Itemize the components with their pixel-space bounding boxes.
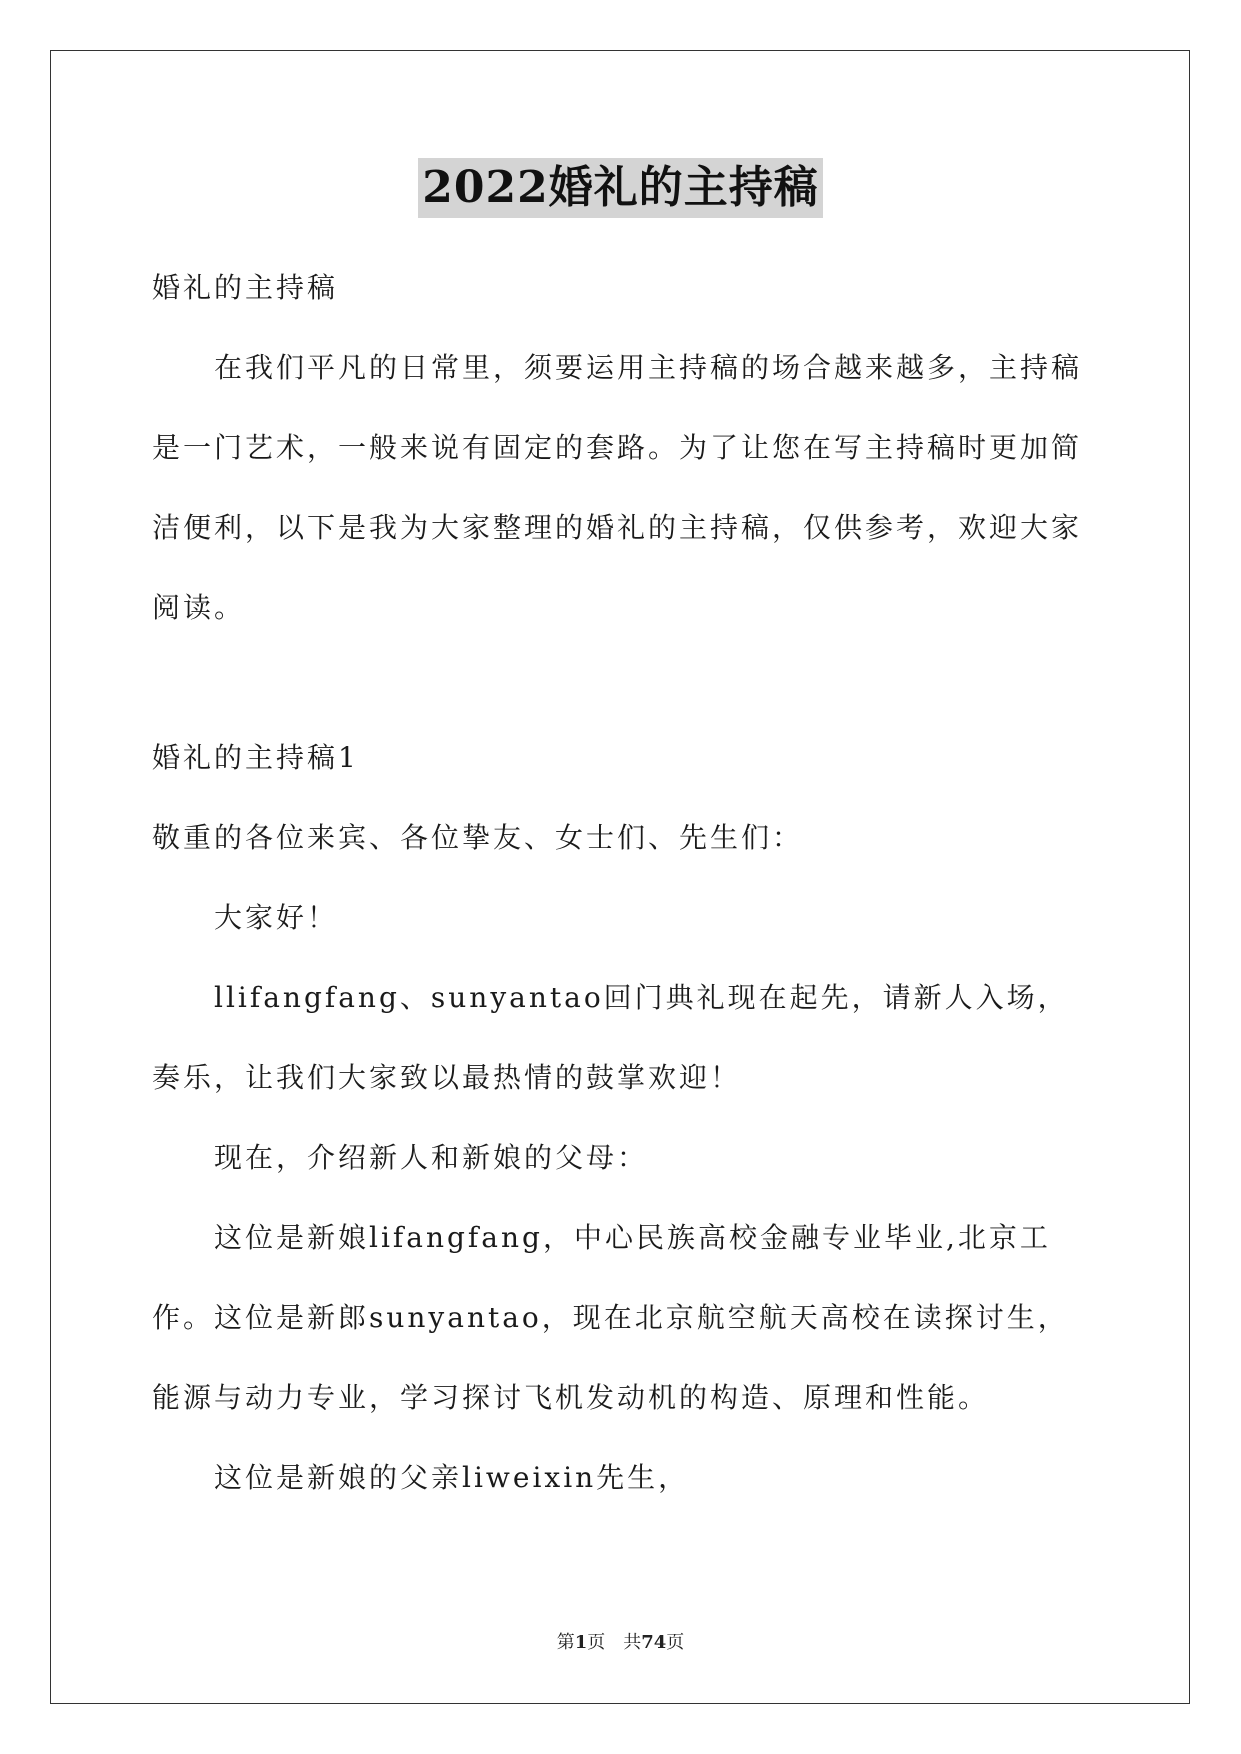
page-footer [0,1628,1241,1654]
document-title: 2022婚礼的主持稿 [418,158,822,218]
ceremony-paragraph: llifangfang、sunyantao回门典礼现在起先，请新人入场，奏乐，让我们大家致以最热情的鼓掌欢迎！ [152,981,1069,1094]
introduction-paragraph: 现在，介绍新人和新娘的父母： [214,1141,649,1174]
groom-paragraph: 这位是新郎sunyantao，现在北京航空航天高校在读探讨生，能源与动力专业，学习探讨飞机发动机的构造、原理和性能。 [152,1301,1069,1414]
subtitle: 婚礼的主持稿 [152,271,339,304]
greeting: 大家好！ [214,901,339,934]
intro-paragraph: 在我们平凡的日常里，须要运用主持稿的场合越来越多，主持稿是一门艺术，一般来说有固定的套路。为了让您在写主持稿时更加简洁便利，以下是我为大家整理的婚礼的主持稿，仅供参考，欢迎大家阅读。 [152,351,1083,624]
section-heading: 婚礼的主持稿1 [152,741,359,774]
footer-total-pages: 74 [641,1632,667,1653]
bride-paragraph: 这位是新娘lifangfang，中心民族高校金融专业毕业,北京工作。 [152,1221,1051,1334]
footer-page-number: 1 [574,1632,588,1653]
footer-page-prefix: 第 [556,1632,575,1653]
footer-page-mid: 页 共 [587,1632,642,1653]
footer-page-suffix: 页 [666,1632,685,1653]
salutation: 敬重的各位来宾、各位挚友、女士们、先生们： [152,821,804,854]
title-container [0,158,1241,218]
father-paragraph: 这位是新娘的父亲liweixin先生， [214,1461,690,1494]
